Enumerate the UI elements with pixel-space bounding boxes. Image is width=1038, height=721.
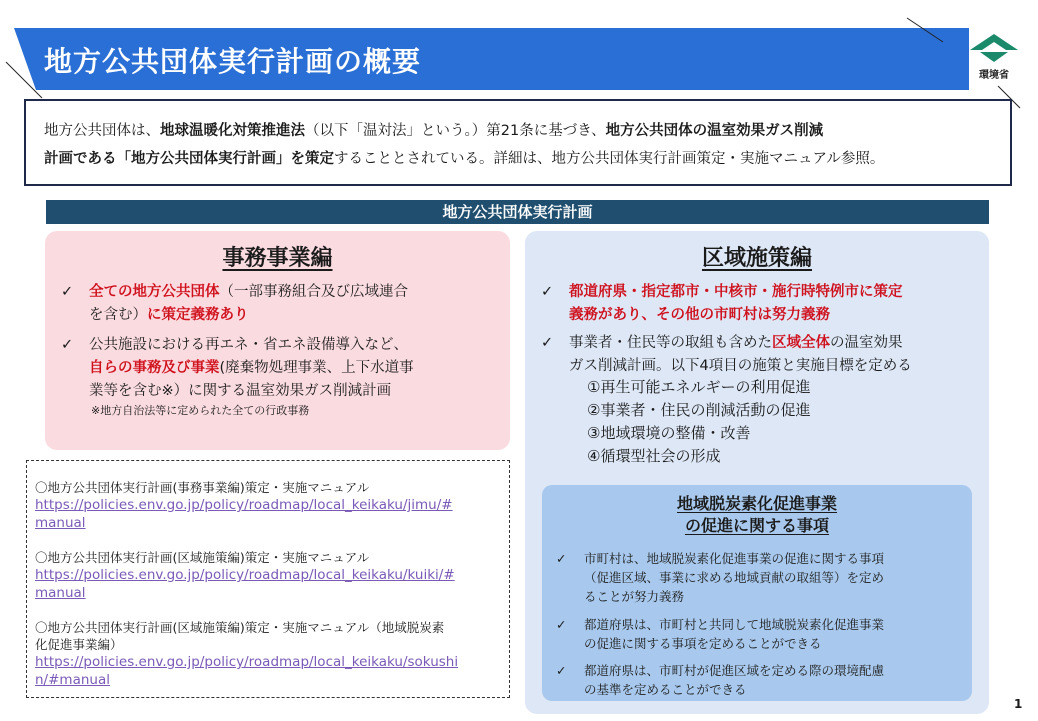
bullet-text: ることが努力義務 bbox=[584, 589, 685, 604]
measure-item: ③地域環境の整備・改善 bbox=[587, 424, 751, 442]
bullet-text: （促進区域、事業に求める地域貢献の取組等）を定め bbox=[584, 570, 885, 585]
measure-item: ①再生可能エネルギーの利用促進 bbox=[587, 378, 811, 396]
intro-bold: 計画である「地方公共団体実行計画」を策定 bbox=[44, 151, 334, 167]
page-number: 1 bbox=[1014, 697, 1023, 711]
intro-line-2 bbox=[44, 145, 992, 173]
measure-item: ④循環型社会の形成 bbox=[587, 447, 721, 465]
corner-line-left bbox=[4, 60, 44, 100]
section-bar: 地方公共団体実行計画 bbox=[46, 200, 989, 224]
manual-link[interactable]: https://policies.env.go.jp/policy/roadmap/local_keikaku/sokushi bbox=[35, 654, 459, 670]
bullet-text: （一部事務組合及び広域連合 bbox=[219, 284, 408, 300]
bullet-text: の促進に関する事項を定めることができる bbox=[584, 636, 822, 651]
check-icon: ✓ bbox=[541, 335, 554, 351]
emphasis-text: 全ての地方公共団体 bbox=[89, 284, 220, 300]
check-icon: ✓ bbox=[61, 284, 74, 300]
intro-text: することとされている。詳細は、地方公共団体実行計画策定・実施マニュアル参照。 bbox=[334, 151, 885, 167]
page-title: 地方公共団体実行計画の概要 bbox=[44, 45, 422, 78]
right-card-title: 区域施策編 bbox=[701, 246, 812, 271]
manual-entry bbox=[35, 619, 458, 689]
bullet-text: を含む） bbox=[89, 307, 147, 323]
bullet-text: 事業者・住民等の取組も含めた bbox=[569, 335, 772, 351]
emphasis-text: 自らの事務及び事業 bbox=[89, 360, 220, 376]
manual-link[interactable]: https://policies.env.go.jp/policy/roadmap/local_keikaku/jimu/# bbox=[35, 497, 453, 513]
manual-link[interactable]: https://policies.env.go.jp/policy/roadmap/local_keikaku/kuiki/# bbox=[35, 567, 455, 583]
emphasis-text: 都道府県・指定都市・中核市・施行時特例市に策定 bbox=[569, 284, 903, 300]
manual-label: 〇地方公共団体実行計画(区域施策編)策定・実施マニュアル（地域脱炭素 bbox=[35, 620, 445, 635]
bullet-text: 業等を含む※）に関する温室効果ガス削減計画 bbox=[89, 383, 392, 399]
manual-entry bbox=[35, 479, 453, 532]
decarbonization-box bbox=[542, 485, 972, 701]
header-banner bbox=[14, 28, 1014, 90]
left-card bbox=[45, 231, 510, 450]
emphasis-text: 義務があり、その他の市町村は努力義務 bbox=[569, 307, 830, 323]
intro-text: 地方公共団体は、 bbox=[44, 123, 160, 139]
decarbonization-title-line: 地域脱炭素化促進事業 bbox=[676, 494, 837, 513]
logo-text: 環境省 bbox=[979, 70, 1009, 81]
bullet-text: (廃棄物処理事業、上下水道事 bbox=[219, 360, 414, 376]
check-icon: ✓ bbox=[556, 663, 567, 678]
manual-link[interactable]: n/#manual bbox=[35, 672, 110, 688]
intro-line-1 bbox=[44, 117, 992, 145]
intro-text: （以下「温対法」という。）第21条に基づき、 bbox=[305, 123, 606, 139]
emphasis-text: 区域全体 bbox=[772, 335, 830, 351]
ministry-logo-icon bbox=[966, 28, 1022, 66]
decarbonization-title bbox=[542, 493, 972, 537]
check-icon: ✓ bbox=[556, 551, 567, 566]
decarbonization-title-line: の促進に関する事項 bbox=[684, 516, 829, 535]
manual-entry bbox=[35, 549, 455, 602]
bullet-text: の温室効果 bbox=[830, 335, 903, 351]
intro-bold: 地方公共団体の温室効果ガス削減 bbox=[605, 123, 824, 139]
manual-links-box bbox=[26, 460, 510, 698]
manual-link[interactable]: manual bbox=[35, 515, 86, 531]
bullet-text: 公共施設における再エネ・省エネ設備導入など、 bbox=[89, 337, 408, 353]
bullet-text: ガス削減計画。以下4項目の施策と実施目標を定める bbox=[569, 358, 912, 374]
bullet-text: 都道府県は、市町村が促進区域を定める際の環境配慮 bbox=[584, 663, 885, 678]
bullet-text: の基準を定めることができる bbox=[584, 682, 747, 697]
intro-box bbox=[24, 99, 1012, 186]
ministry-logo bbox=[966, 28, 1026, 82]
manual-label: 〇地方公共団体実行計画(事務事業編)策定・実施マニュアル bbox=[35, 480, 370, 495]
manual-label: 化促進事業編） bbox=[35, 637, 123, 652]
footnote: ※地方自治法等に定められた全ての行政事務 bbox=[91, 404, 310, 417]
manual-label: 〇地方公共団体実行計画(区域施策編)策定・実施マニュアル bbox=[35, 550, 370, 565]
check-icon: ✓ bbox=[541, 284, 554, 300]
corner-line-right bbox=[905, 16, 945, 46]
bullet-text: 市町村は、地域脱炭素化促進事業の促進に関する事項 bbox=[584, 551, 885, 566]
measure-item: ②事業者・住民の削減活動の促進 bbox=[587, 401, 811, 419]
left-card-title: 事務事業編 bbox=[222, 246, 333, 271]
bullet-text: 都道府県は、市町村と共同して地域脱炭素化促進事業 bbox=[584, 617, 885, 632]
right-card bbox=[525, 231, 989, 714]
check-icon: ✓ bbox=[556, 617, 567, 632]
intro-bold: 地球温暖化対策推進法 bbox=[160, 123, 305, 139]
emphasis-text: に策定義務あり bbox=[147, 307, 249, 323]
manual-link[interactable]: manual bbox=[35, 585, 86, 601]
check-icon: ✓ bbox=[61, 337, 74, 353]
